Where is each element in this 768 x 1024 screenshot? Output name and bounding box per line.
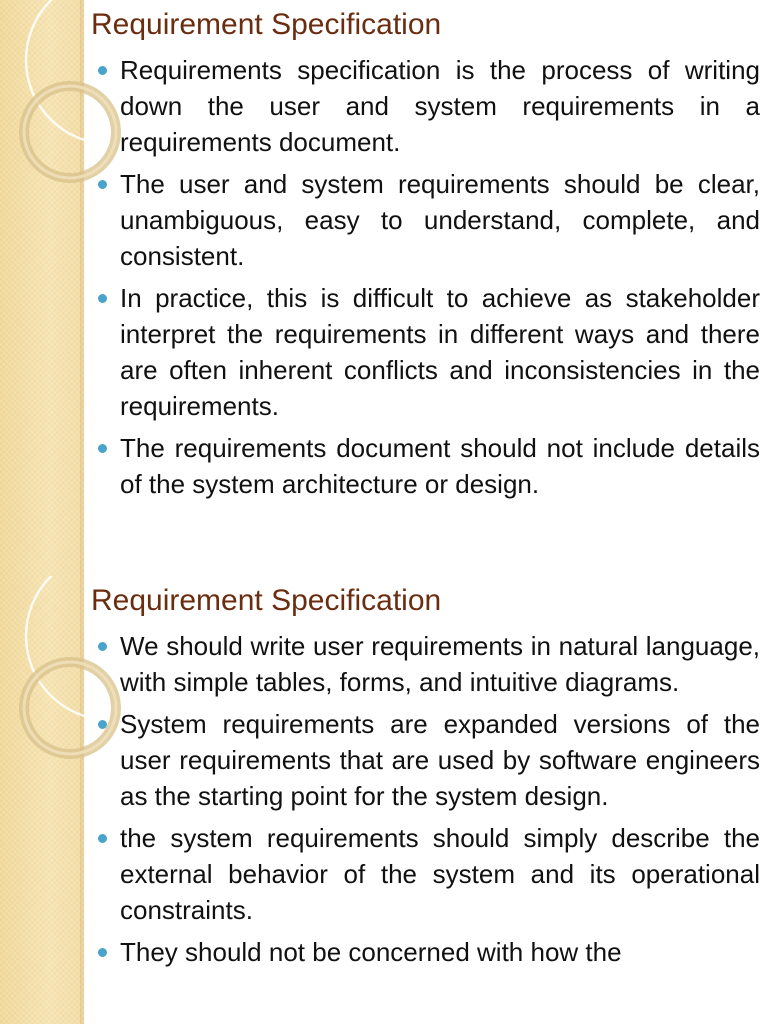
list-item — [96, 430, 760, 502]
bullet-icon — [98, 66, 107, 75]
bullet-icon — [98, 720, 107, 729]
list-item — [96, 166, 760, 274]
bullet-text: Requirements specification is the process of writing down the user and system requirements in a requirements document. — [120, 55, 760, 157]
slide-2 — [0, 576, 768, 1024]
bullet-icon — [98, 642, 107, 651]
bullet-text: They should not be concerned with how the — [120, 937, 622, 967]
bullet-icon — [98, 444, 107, 453]
bullet-icon — [98, 948, 107, 957]
slide-title: Requirement Specification — [91, 8, 442, 41]
slide-title: Requirement Specification — [91, 584, 442, 617]
list-item — [96, 934, 760, 970]
bullet-text: The requirements document should not include details of the system architecture or design. — [120, 433, 760, 499]
bullet-icon — [98, 834, 107, 843]
list-item — [96, 628, 760, 700]
bullet-text: The user and system requirements should be clear, unambiguous, easy to understand, complete, and consistent. — [120, 169, 760, 271]
bullet-icon — [98, 294, 107, 303]
bullet-list — [96, 52, 760, 508]
list-item — [96, 52, 760, 160]
bullet-icon — [98, 180, 107, 189]
bullet-text: We should write user requirements in natural language, with simple tables, forms, and intuitive diagrams. — [120, 631, 760, 697]
list-item — [96, 280, 760, 424]
list-item — [96, 706, 760, 814]
bullet-text: the system requirements should simply describe the external behavior of the system and its operational constraints. — [120, 823, 760, 925]
bullet-text: System requirements are expanded versions of the user requirements that are used by software engineers as the starting point for the system design. — [120, 709, 760, 811]
list-item — [96, 820, 760, 928]
bullet-text: In practice, this is difficult to achieve as stakeholder interpret the requirements in different ways and there are often inherent conflicts and inconsistencies in the requirements. — [120, 283, 760, 421]
bullet-list — [96, 628, 760, 976]
